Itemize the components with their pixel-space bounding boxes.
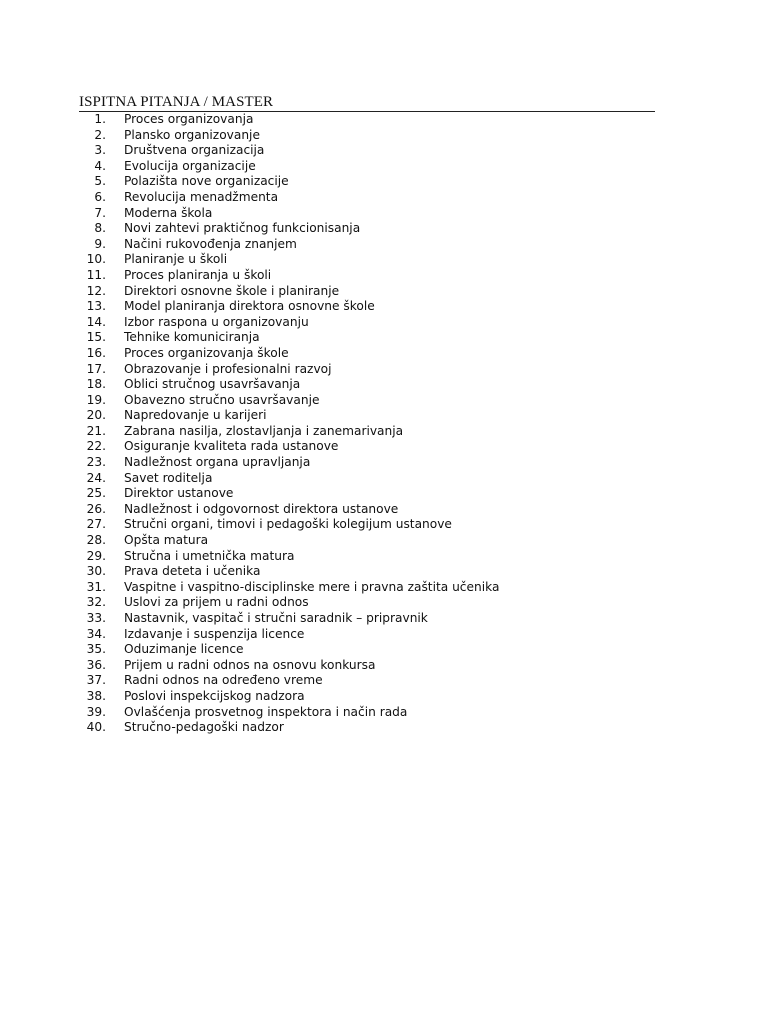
question-item [0,533,768,549]
question-text: Uslovi za prijem u radni odnos [124,595,309,610]
question-text: Zabrana nasilja, zlostavljanja i zanemarivanja [124,423,404,438]
question-item [0,502,768,518]
question-number: 10. [86,252,106,267]
question-number: 35. [86,642,106,657]
question-text: Ovlašćenja prosvetnog inspektora i način rada [124,704,408,719]
question-text: Planiranje u školi [124,252,228,267]
question-number: 34. [86,626,106,641]
question-number: 15. [86,330,106,345]
question-number: 25. [86,486,106,501]
question-item [0,112,768,128]
question-item [0,190,768,206]
question-number: 33. [86,611,106,625]
question-text: Polazišta nove organizacije [124,174,289,189]
question-number: 4. [94,158,106,173]
question-item [0,611,768,627]
question-number: 37. [86,673,106,688]
question-number: 26. [86,501,106,516]
question-text: Model planiranja direktora osnovne škole [124,299,375,314]
question-text: Stručno-pedagoški nadzor [124,720,284,735]
question-number: 18. [86,377,106,392]
question-item [0,439,768,455]
question-number: 2. [94,127,106,142]
question-item [0,377,768,393]
question-text: Napredovanje u karijeri [124,408,267,423]
question-item [0,315,768,331]
question-item [0,299,768,315]
question-number: 40. [86,720,106,735]
question-text: Stručni organi, timovi i pedagoški kolegijum ustanove [124,517,452,532]
question-text: Društvena organizacija [124,143,265,158]
question-item [0,549,768,565]
question-item [0,237,768,253]
question-number: 8. [94,221,106,236]
question-item [0,159,768,175]
question-number: 30. [86,564,106,579]
question-item [0,330,768,346]
question-number: 32. [86,595,106,610]
question-number: 14. [86,314,106,329]
question-number: 5. [94,174,106,189]
question-number: 19. [86,392,106,407]
question-item [0,268,768,284]
question-text: Obavezno stručno usavršavanje [124,392,320,407]
question-item [0,564,768,580]
question-item [0,128,768,144]
question-item [0,143,768,159]
question-number: 27. [86,517,106,532]
question-text: Proces planiranja u školi [124,267,272,282]
question-text: Nastavnik, vaspitač i stručni saradnik – pripravnik [124,611,428,625]
question-text: Opšta matura [124,533,209,548]
question-text: Nadležnost i odgovornost direktora ustanove [124,501,399,516]
question-item [0,174,768,190]
question-item [0,424,768,440]
question-number: 3. [94,143,106,158]
question-item [0,517,768,533]
question-number: 36. [86,657,106,672]
question-item [0,284,768,300]
question-number: 23. [86,455,106,470]
question-number: 28. [86,533,106,548]
question-text: Tehnike komuniciranja [124,330,260,345]
question-item [0,689,768,705]
question-text: Oblici stručnog usavršavanja [124,377,301,392]
question-number: 6. [94,189,106,204]
question-item [0,252,768,268]
question-text: Poslovi inspekcijskog nadzora [124,688,305,703]
document-title: ISPITNA PITANJA / MASTER [79,94,274,110]
question-text: Novi zahtevi praktičnog funkcionisanja [124,221,361,236]
question-number: 16. [86,345,106,360]
question-text: Osiguranje kvaliteta rada ustanove [124,439,339,454]
question-item [0,455,768,471]
question-number: 13. [86,299,106,314]
question-item [0,580,768,596]
question-item [0,206,768,222]
question-item [0,673,768,689]
question-number: 24. [86,470,106,485]
question-text: Prava deteta i učenika [124,564,261,579]
exam-question-list [0,112,768,736]
question-item [0,705,768,721]
question-text: Revolucija menadžmenta [124,189,279,204]
question-number: 21. [86,423,106,438]
question-number: 7. [94,205,106,220]
question-item [0,627,768,643]
question-text: Moderna škola [124,205,213,220]
question-item [0,658,768,674]
question-number: 29. [86,548,106,563]
question-number: 12. [86,283,106,298]
question-item [0,408,768,424]
question-text: Oduzimanje licence [124,642,244,657]
question-item [0,486,768,502]
question-number: 38. [86,688,106,703]
question-text: Savet roditelja [124,470,213,485]
question-item [0,362,768,378]
question-text: Obrazovanje i profesionalni razvoj [124,361,332,376]
question-item [0,595,768,611]
question-number: 1. [94,112,106,126]
question-number: 31. [86,579,106,594]
question-text: Proces organizovanja škole [124,345,289,360]
question-number: 17. [86,361,106,376]
question-item [0,471,768,487]
question-text: Proces organizovanja [124,112,254,126]
question-text: Evolucija organizacije [124,158,256,173]
question-text: Izbor raspona u organizovanju [124,314,309,329]
question-item [0,642,768,658]
question-text: Prijem u radni odnos na osnovu konkursa [124,657,376,672]
question-number: 20. [86,408,106,423]
question-text: Radni odnos na određeno vreme [124,673,323,688]
question-text: Direktor ustanove [124,486,234,501]
question-text: Nadležnost organa upravljanja [124,455,311,470]
question-number: 9. [94,236,106,251]
question-text: Plansko organizovanje [124,127,260,142]
question-text: Stručna i umetnička matura [124,548,295,563]
question-text: Načini rukovođenja znanjem [124,236,297,251]
question-text: Direktori osnovne škole i planiranje [124,283,340,298]
question-number: 39. [86,704,106,719]
question-item [0,221,768,237]
question-item [0,346,768,362]
question-item [0,393,768,409]
question-number: 22. [86,439,106,454]
question-item [0,720,768,736]
question-text: Izdavanje i suspenzija licence [124,626,305,641]
question-number: 11. [86,267,106,282]
question-text: Vaspitne i vaspitno-disciplinske mere i pravna zaštita učenika [124,579,500,594]
